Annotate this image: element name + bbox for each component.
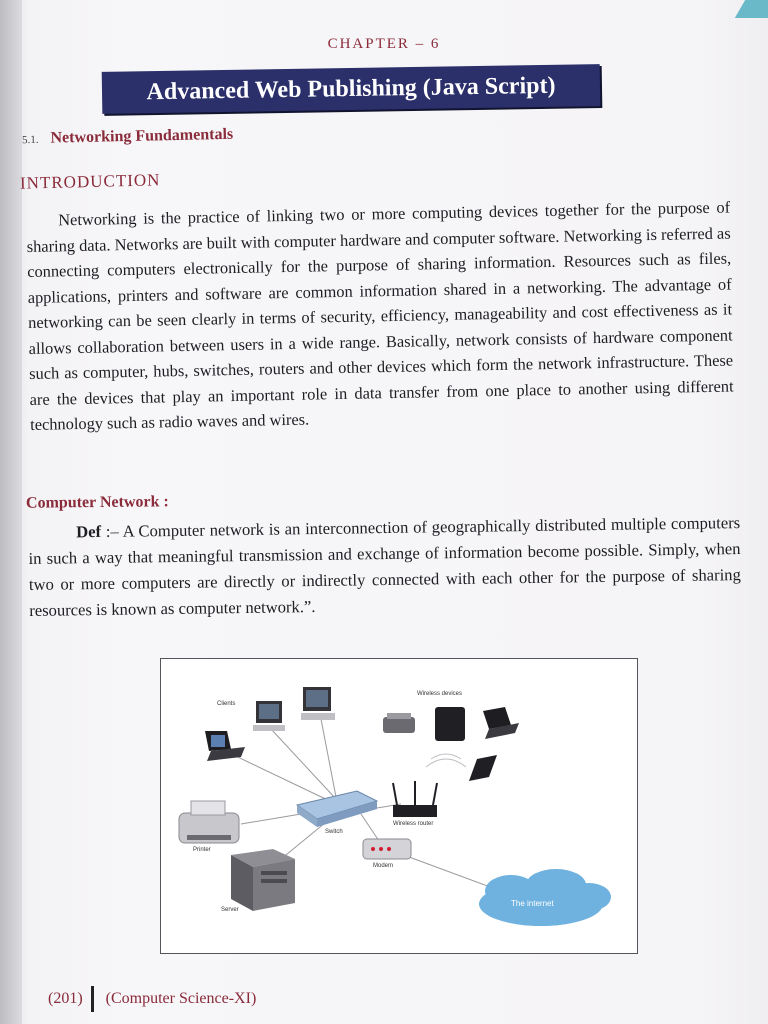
modem-label: Modem xyxy=(373,863,394,869)
tablet-icon xyxy=(435,707,465,741)
chapter-title: Advanced Web Publishing (Java Script) xyxy=(146,72,556,105)
printer-label: Printer xyxy=(193,847,211,853)
definition-block xyxy=(28,510,741,624)
intro-paragraph-block xyxy=(26,194,734,437)
switch-icon xyxy=(297,791,377,827)
phone-icon xyxy=(469,755,497,781)
intro-heading: INTRODUCTION xyxy=(19,170,161,193)
clients-label: Clients xyxy=(217,701,236,707)
modem-icon xyxy=(363,839,411,859)
client-computer-icon xyxy=(301,687,335,720)
server-icon xyxy=(231,849,295,911)
corner-tab xyxy=(735,0,768,18)
computer-network-heading: Computer Network : xyxy=(25,493,169,512)
page-number: (201) xyxy=(48,990,83,1007)
intro-paragraph: Networking is the practice of linking two or more computing devices together for the purpose of sharing data. Networks are built with computer hardware and computer software. Networking is referred as connecting computers electronically for the purpose of sharing information. Resources such as files, applications, printers and software are common information shared in a networking. The advantage of networking can be seen clearly in terms of security, efficiency, manageability and cost effectiveness as it allows collaboration between users in a wide range. Basically, network consists of hardware component such as computer, hubs, switches, routers and other devices which form the network infrastructure. These are the devices that play an important role in data transfer from one place to another using different technology such as radio waves and wires. xyxy=(26,197,734,434)
section-number: 5.1. xyxy=(21,133,39,147)
chapter-label: CHAPTER – 6 xyxy=(327,36,441,52)
wireless-devices-label: Wireless devices xyxy=(417,691,463,697)
wireless-router-label: Wireless router xyxy=(393,821,434,827)
wireless-printer-icon xyxy=(383,713,415,733)
client-computer-icon xyxy=(253,701,285,731)
book-title: (Computer Science-XI) xyxy=(105,990,257,1007)
chapter-title-banner xyxy=(102,64,601,114)
internet-label: The internet xyxy=(511,899,554,908)
definition-label: Def xyxy=(76,521,102,542)
section-heading xyxy=(22,126,234,148)
network-diagram xyxy=(160,658,638,954)
page-footer xyxy=(48,986,256,1012)
wireless-router-icon xyxy=(393,781,437,817)
section-title: Networking Fundamentals xyxy=(50,125,234,147)
book-spine-shadow xyxy=(0,0,22,1024)
switch-label: Switch xyxy=(325,829,343,835)
server-label: Server xyxy=(221,907,239,913)
internet-cloud-icon xyxy=(479,869,611,926)
wireless-laptop-icon xyxy=(483,707,519,739)
definition-paragraph xyxy=(28,510,741,624)
definition-text: :– A Computer network is an interconnection of geographically distributed multiple computers in such a way that meaningful transmission and exchange of information become possible. Simply, when two or more computers are directly or indirectly connected with each other for the purpose of sharing resources is known as computer network.”. xyxy=(28,513,741,620)
footer-divider xyxy=(91,986,94,1012)
laptop-icon xyxy=(205,731,245,761)
printer-icon xyxy=(179,801,239,843)
